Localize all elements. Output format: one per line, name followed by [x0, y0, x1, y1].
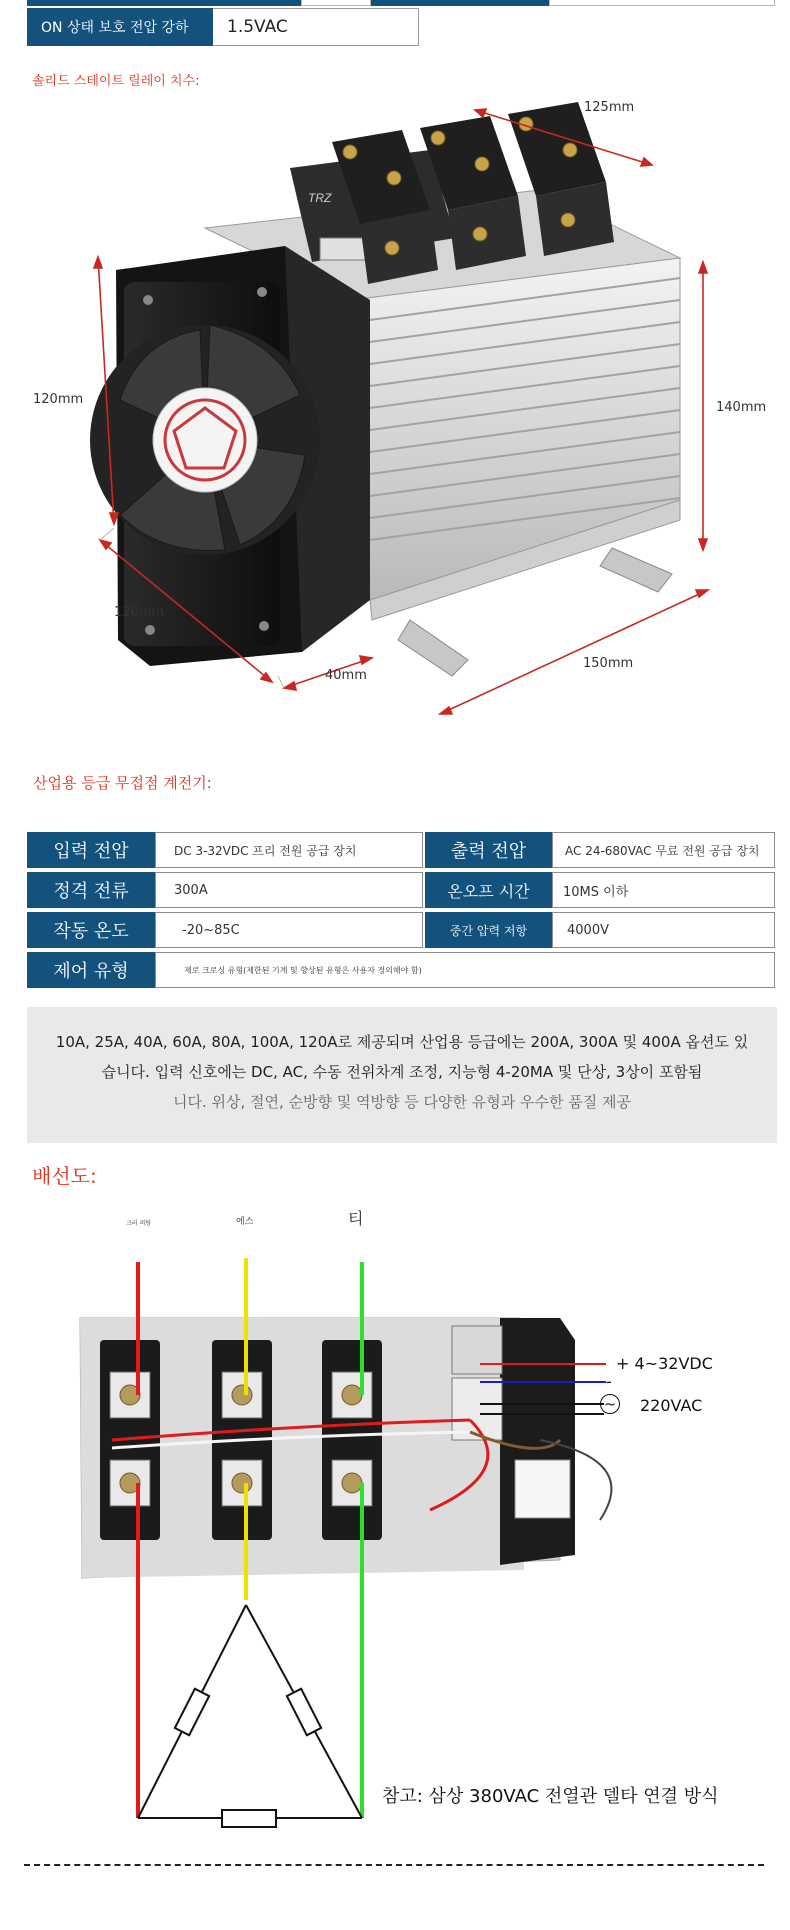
- param-value-output-voltage: AC 24-680VAC 무료 전원 공급 장치: [552, 832, 775, 868]
- param-label-operating-temp: 작동 온도: [27, 912, 155, 948]
- param-label-intermediate-resistance: 중간 압력 저항: [425, 912, 552, 948]
- param-value-input-voltage: DC 3-32VDC 프리 전원 공급 장치: [155, 832, 423, 868]
- dimension-front-width: 120mm: [114, 605, 165, 620]
- spec-label-on-state-drop: ON 상태 보호 전압 강하: [27, 8, 213, 46]
- dimension-top-width: 125mm: [584, 100, 635, 115]
- param-value-intermediate-resistance: 4000V: [552, 912, 775, 948]
- dimension-fan-depth: 40mm: [325, 668, 367, 683]
- param-value-operating-temp: -20~85C: [155, 912, 423, 948]
- param-label-control-type: 제어 유형: [27, 952, 155, 988]
- description-line: 10A, 25A, 40A, 60A, 80A, 100A, 120A로 제공되며 산업용 등급에는 200A, 300A 및 400A 옵션도 있: [55, 1033, 749, 1051]
- spec-row-cut-label: [27, 0, 301, 6]
- spec-value-on-state-drop: 1.5VAC: [213, 8, 419, 46]
- brand-mark: TRZ: [308, 191, 332, 205]
- parameters-table: [27, 832, 775, 992]
- dashed-separator: [24, 1864, 764, 1866]
- param-label-rated-current: 정격 전류: [27, 872, 155, 908]
- ac-symbol-icon: ~: [600, 1394, 620, 1414]
- phase-label-yellow: 에스: [236, 1217, 254, 1227]
- description-line: 니다. 위상, 절연, 순방향 및 역방향 등 다양한 유형과 우수한 품질 제공: [173, 1093, 631, 1111]
- spec-row-cut-label: [371, 0, 549, 6]
- industrial-heading: 산업용 등급 무접점 계전기:: [33, 774, 212, 792]
- relay-dimension-illustration: [0, 80, 790, 720]
- phase-label-red: 크러 퍼팅: [126, 1220, 152, 1227]
- param-label-output-voltage: 출력 전압: [425, 832, 552, 868]
- dimension-right-height: 140mm: [716, 400, 767, 415]
- dimensions-caption: 솔리드 스테이트 릴레이 치수:: [32, 74, 200, 89]
- param-value-rated-current: 300A: [155, 872, 423, 908]
- dimension-bottom-length: 150mm: [583, 656, 634, 671]
- spec-row-cut-value: [301, 0, 371, 6]
- wiring-title: 배선도:: [32, 1164, 97, 1188]
- param-label-input-voltage: 입력 전압: [27, 832, 155, 868]
- spec-row-cut-value: [549, 0, 775, 6]
- delta-connection-note: 참고: 삼상 380VAC 전열관 델타 연결 방식: [382, 1786, 719, 1807]
- ac-input-label: 220VAC: [640, 1396, 703, 1415]
- description-line: 습니다. 입력 신호에는 DC, AC, 수동 전위차계 조정, 지능형 4-20MA 및 단상, 3상이 포함됨: [101, 1063, 703, 1081]
- param-value-control-type: 제로 크로싱 유형(제한된 기계 및 향상된 유형은 사용자 정의해야 함): [155, 952, 775, 988]
- phase-label-green: 티: [348, 1209, 364, 1228]
- dimension-front-height: 120mm: [33, 392, 84, 407]
- wiring-diagram: [0, 1230, 790, 1830]
- dc-input-label: + 4~32VDC: [616, 1354, 713, 1373]
- dc-minus-label: -: [606, 1372, 612, 1391]
- description-box: [27, 1007, 777, 1143]
- param-label-on-off-time: 온오프 시간: [425, 872, 552, 908]
- param-value-on-off-time: 10MS 이하: [552, 872, 775, 908]
